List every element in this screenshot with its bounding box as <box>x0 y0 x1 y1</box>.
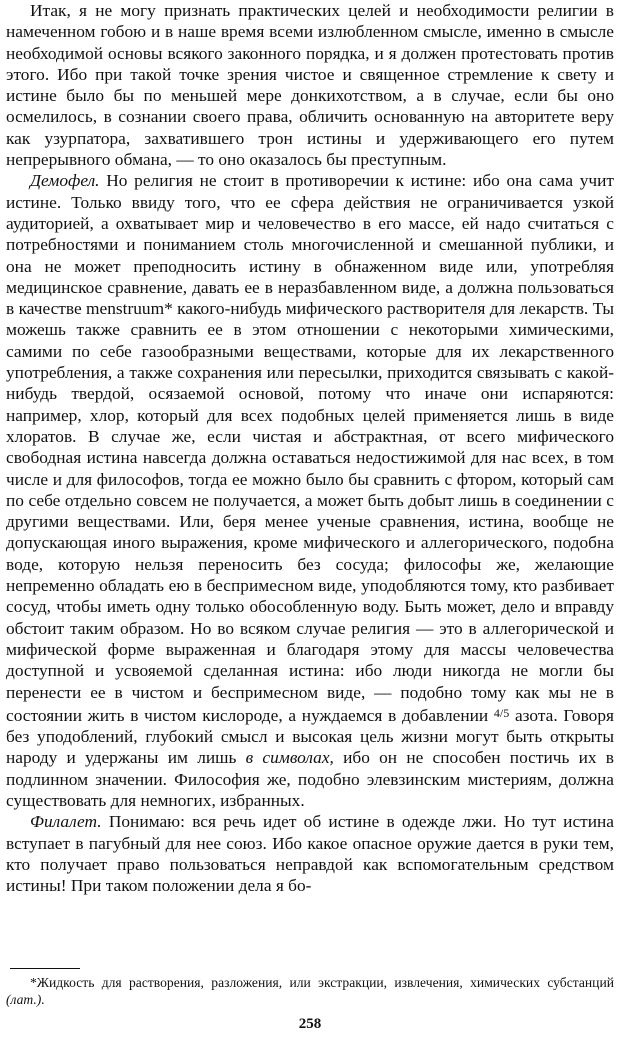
paragraph-2-text-a: Но религия не стоит в противоречии к истине: ибо она сама учит истине. Только ввиду того, что ее сфера действия не ограничивается узкой аудиторией, а охватывает мир и человечество в его массе, ей надо считаться с потребностями и пониманием столь многочисленной и смешанной публики, и она не может преподносить истину в обнаженном виде или, употребляя медицинское сравнение, давать ее в неразбавленном виде, а должна пользоваться в качестве menstruum* какого-нибудь мифического растворителя для лекарств. Ты можешь также сравнить ее в этом отношении с некоторыми химическими, самими по себе газообразными веществами, которые для их лекарственного употребления, а также сохранения или пересылки, приходится связывать с какой-нибудь твердой, осязаемой основой, потому что иначе они испаряются: например, хлор, который для всех подобных целей применяется лишь в виде хлоратов. В случае же, если чистая и абстрактная, от всего мифического свободная истина навсегда должна оставаться недостижимой для нас всех, в том числе и для философов, тогда ее можно было бы сравнить с фтором, который сам по себе отдельно совсем не получается, а может быть добыт лишь в соединении с другими веществами. Или, беря менее ученые сравнения, истина, вообще не допускающая иного выражения, кроме мифического и аллегорического, подобна воде, которую нельзя переносить без сосуда; философы же, желающие непременно обладать ею в беспримесном виде, уподобляются тому, кто разбивает сосуд, чтобы иметь одну только обособленную воду. Быть может, дело и вправду обстоит таким образом. Но во всяком случае религия — это в аллегорической и мифической форме выраженная и благодаря этому для массы человечества доступной и усвояемой сделанная истина: ибо люди никогда не могли бы перенести ее в чистом и беспримесном виде, — подобно тому как мы не в состоянии жить в чистом кислороде, а нуждаемся в добавлении <box>6 171 614 725</box>
main-text <box>6 0 614 896</box>
page-number: 258 <box>298 1016 322 1032</box>
paragraph-3 <box>6 811 614 896</box>
paragraph-2 <box>6 170 614 811</box>
paragraph-2-text-c: ибо он не способен постичь их в подлинном значении. Философия же, подобно элевзинским мистериям, должна существовать для немногих, избранных. <box>6 748 614 810</box>
fraction-four-fifths: 4/5 <box>493 705 510 720</box>
paragraph-3-text: Понимаю: вся речь идет об истине в одежде лжи. Но тут истина вступает в пагубный для нее союз. Ибо какое опасное оружие дается в руки тем, кто получает право пользоваться неправдой как вспомогательным средством истины! При таком положении дела я бо- <box>6 812 614 896</box>
emphasis-in-symbols: в символах, <box>245 748 334 768</box>
speaker-demophel: Демофел. <box>30 171 100 191</box>
footnote-divider <box>10 968 80 969</box>
paragraph-1-text: Итак, я не могу признать практических целей и необходимости религии в намеченном гобою и в наше время всеми излюбленном смысле, именно в смысле необходимой основы всякого законного порядка, и я должен протестовать против этого. Ибо при такой точке зрения чистое и священное стремление к свету и истине было бы по меньшей мере донкихотством, а в случае, если бы оно осмелилось, в сознании своего права, обличить основанную на авторитете веру как узурпатора, захватившего трон истины и удерживающего его путем непрерывного обмана, — то оно оказалось бы преступным. <box>6 1 614 170</box>
book-page <box>6 0 614 1043</box>
paragraph-2-text-b: азота. Говоря без уподоблений, глубокий смысл и высокая цель жизни могут быть открыты народу и удержаны им лишь <box>6 705 614 768</box>
footnote-lang-note: (лат.). <box>6 992 45 1007</box>
speaker-philalet: Филалет. <box>30 812 102 832</box>
paragraph-1 <box>6 0 614 170</box>
footnote <box>6 974 614 1008</box>
footnote-text: *Жидкость для растворения, разложения, или экстракции, извлечения, химических субстанций <box>30 975 614 990</box>
